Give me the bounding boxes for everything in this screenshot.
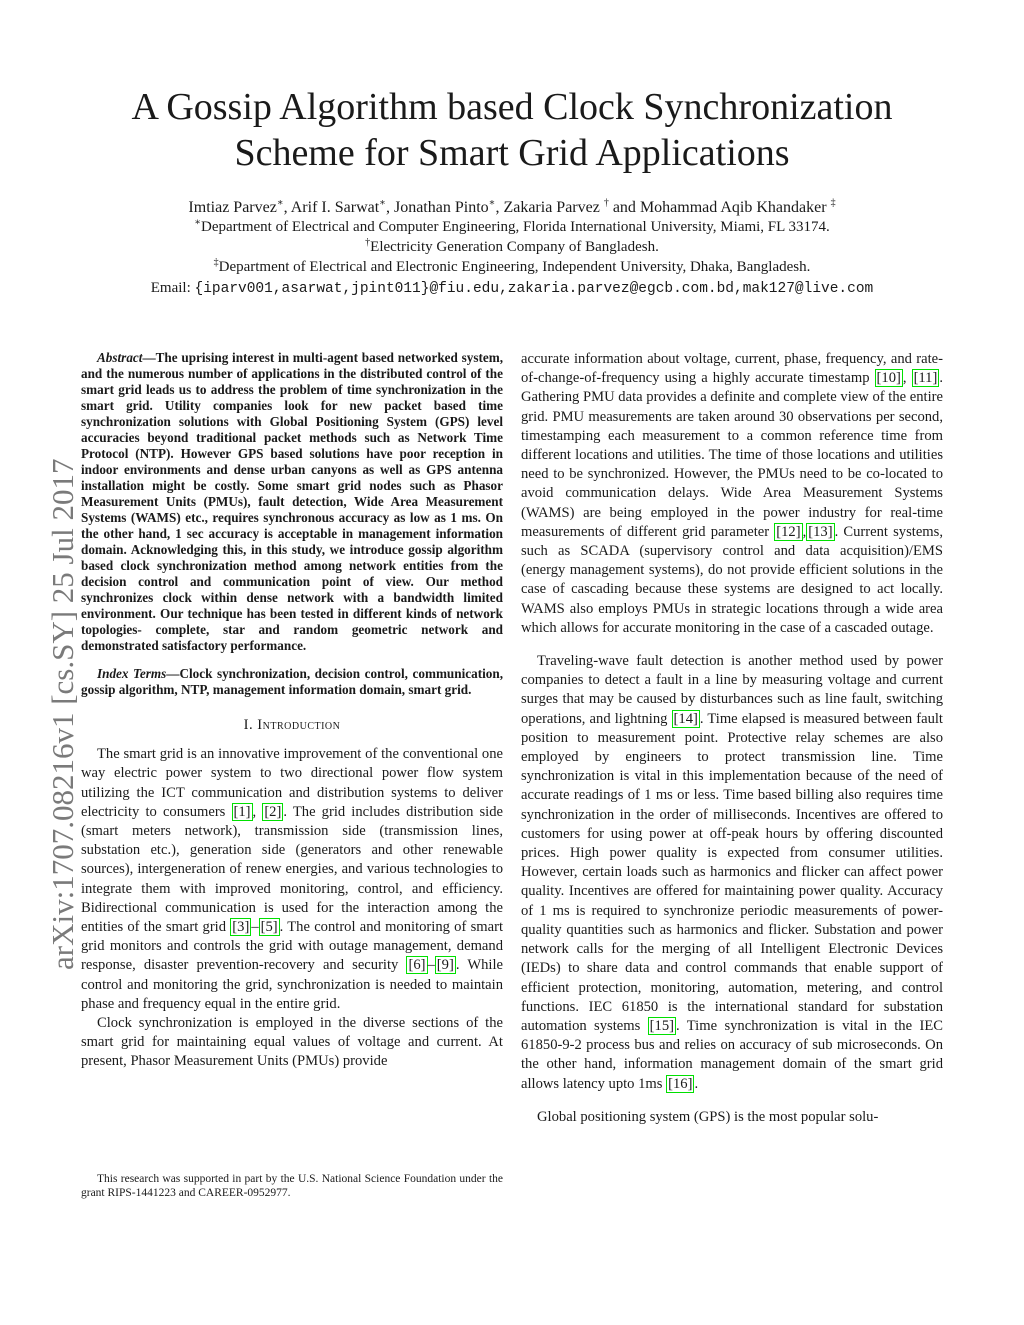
citation-link[interactable]: [15] [649,1017,674,1034]
left-column [81,350,503,1072]
citation-link[interactable]: [6] [408,957,426,974]
author-conjunction: and [612,199,636,216]
email-addresses[interactable]: {iparv001,asarwat,jpint011}@fiu.edu,zakaria.parvez@egcb.com.bd,mak127@live.com [194,281,874,297]
paper-title [60,84,964,176]
citation-link[interactable]: [14] [673,710,698,727]
paragraph [521,652,943,1094]
abstract-label: Abstract [97,350,143,365]
paragraph-text: . Time elapsed is measured between fault position to measurement point. Protective relay schemes are also employed by engineers to protect transmission line. Time synchronization is vital in this implementation because of the need of accurate readings of 1 ms or less. Time based billing also requires time synchronization in the order of milliseconds. Incentives are offered to customers for using power at off-peak hours by offering discounted prices. High power quality is expected from consumer utilities. However, certain loads such as harmonics and flicker can affect power quality. Incentives are offered for maintaining power quality. Accuracy of 1 ms is required to synchronize periodic measurements of power-quality quantities such as harmonics and flicker. Substation and power network calls for the merging of all Intelligent Electronic Devices (IEDs) to share data and control commands that enable support of efficient protection, monitoring, automation, metering, and control functions. IEC 61850 is the international standard for substation automation systems [521,710,943,1034]
author-name: Imtiaz Parvez [188,199,277,216]
paragraph-text: . Time synchronization is vital in the IEC 61850-9-2 process bus and relies on accuracy of sub microseconds. On the other hand, information management domain of the smart grid allows latency upto 1ms [521,1017,943,1092]
citation-link[interactable]: [13] [808,523,833,540]
footnote-text: This research was supported in part by the U.S. National Science Foundation under the grant RIPS-1441223 and CAREER-0952977. [81,1173,503,1199]
abstract [81,350,503,654]
citation-link[interactable]: [16] [668,1075,693,1092]
citation-link[interactable]: [3] [232,919,250,936]
author-mark: ∗ [276,197,284,209]
paragraph-text: , [802,523,807,540]
author-mark: ∗ [488,197,496,209]
citation-link[interactable]: [9] [436,957,454,974]
affiliation-2 [60,238,964,257]
arxiv-identifier: arXiv:1707.08216v1 [cs.SY] 25 Jul 2017 [45,458,80,970]
citation-link[interactable]: [1] [233,803,251,820]
affiliation-mark: † [365,237,371,248]
author-mark: † [603,197,609,209]
citation-link[interactable]: [12] [776,523,801,540]
abstract-text: —The uprising interest in multi-agent based networked system, and the numerous number of applications in the distributed control of the smart grid leads us to address the problem of time synchronization in the smart grid. Utility companies look for new packet based time synchronization solutions with Global Positioning System (GPS) level accuracies beyond traditional packet methods such as Network Time Protocol (NTP). However GPS based solutions have poor reception in indoor environments and dense urban canyons as well as GPS antenna installation might be costly. Some smart grid nodes such as Phasor Measurement Units (PMUs), fault detection, Wide Area Measurement Systems (WAMS) etc., requires synchronous accuracy as low as 1 ms. On the other hand, 1 sec accuracy is acceptable in management information domain. Acknowledging this, in this study, we introduce gossip algorithm based clock synchronization method among network entities from the decision control and communication point of view. Our method synchronizes clock within dense network with a bandwidth limited environment. Our technique has been tested in different kinds of network topologies- complete, star and random geometric network and demonstrated satisfactory performance. [81,350,503,653]
paragraph [521,350,943,638]
paragraph-text: , [902,370,912,387]
paragraph-text: . While control and monitoring the grid, synchronization is needed to maintain phase and frequency equal in the entire grid. [81,957,503,1012]
paragraph-text: . [694,1075,699,1092]
affiliation-3 [60,258,964,277]
author-mark: ∗ [379,197,386,209]
affiliation-mark: ‡ [213,257,219,268]
index-terms [81,666,503,698]
paragraph [81,745,503,1014]
title-line-1: A Gossip Algorithm based Clock Synchronization [131,86,893,128]
section-numeral: I. [243,717,254,733]
right-column [521,350,943,1127]
paragraph-text: . The grid includes distribution side (smart meters network), transmission side (transmission lines, substation etc.), generation side (generators and other renewable sources), intergeneration of renew energies, and various technologies to integrate them with improved monitoring, control, and efficiency. Bidirectional communication is used for the interaction among the entities of the smart grid [81,803,504,936]
title-line-2: Scheme for Smart Grid Applications [234,132,790,174]
paragraph: Global positioning system (GPS) is the most popular solu- [537,1108,879,1125]
paragraph-text: . Gathering PMU data provides a definite and complete view of the entire grid. PMU measurements are taken around 30 observations per second, timestamping each measurement to a common reference time from different locations and utilities. The time of those locations and utilities need to be synchronized. However, the PMUs need to be co-located to avoid communication delays. Wide Area Measurement Systems (WAMS) are being employed in the power industry for real-time measurements of different grid parameter [521,370,943,540]
paragraph-text: – [251,919,259,936]
author-name: Jonathan Pinto [393,199,489,216]
section-title: Introduction [257,717,341,733]
paragraph-text: accurate information about voltage, current, phase, frequency, and rate-of-change-of-frequency using a highly accurate timestamp [521,351,943,387]
citation-link[interactable]: [10] [876,370,901,387]
affiliation-mark: ∗ [194,217,202,228]
footnote [81,1172,503,1200]
paragraph-text: , [252,803,263,820]
paragraph-text: Traveling-wave fault detection is another method used by power companies to detect a fault in a line by measuring voltage and current surges that may be caused by disturbances such as line fault, switching operations, and lightning [521,653,943,727]
author-name: Mohammad Aqib Khandaker [639,199,827,216]
affiliation-1 [60,218,964,237]
paragraph-text: . The control and monitoring of smart grid monitors and controls the grid with outage management, demand response, disaster prevention-recovery and security [81,919,504,974]
author-name: Arif I. Sarwat [290,199,380,216]
citation-link[interactable]: [5] [260,919,278,936]
email-line [60,278,964,299]
affiliation-text: Department of Electrical and Computer Engineering, Florida International University, Miami, FL 33174. [201,219,830,235]
affiliation-text: Electricity Generation Company of Bangladesh. [370,239,659,255]
citation-link[interactable]: [2] [264,803,282,820]
author-name: Zakaria Parvez [503,199,600,216]
index-terms-text: —Clock synchronization, decision control, communication, gossip algorithm, NTP, management information domain, smart grid. [81,666,503,697]
author-mark: ‡ [830,197,836,209]
section-heading [81,716,503,735]
citation-link[interactable]: [11] [913,370,938,387]
paragraph-text: The smart grid is an innovative improvement of the conventional one way electric power system to two directional power flow system utilizing the ICT communication and distribution systems to deliver electricity to consumers [81,746,503,820]
index-terms-label: Index Terms [97,666,167,681]
email-label: Email: [150,280,191,296]
paragraph-text: – [427,957,435,974]
paragraph-text: . Current systems, such as SCADA (supervisory control and data acquisition)/EMS (energy management systems), do not provide efficient solutions in the case of cascading because these systems are designed to act locally. WAMS also employs PMUs in strategic locations through a wide area which allows for accurate monitoring in the case of a cascaded outage. [521,523,943,636]
affiliation-text: Department of Electrical and Electronic Engineering, Independent University, Dhaka, Bangladesh. [218,259,811,275]
paragraph: Clock synchronization is employed in the diverse sections of the smart grid for maintaining equal values of voltage and current. At present, Phasor Measurement Units (PMUs) provide [81,1015,503,1070]
author-list: Imtiaz Parvez∗, Arif I. Sarwat∗, Jonathan Pinto∗, Zakaria Parvez † and Mohammad Aqib Khandaker ‡ [188,197,836,216]
